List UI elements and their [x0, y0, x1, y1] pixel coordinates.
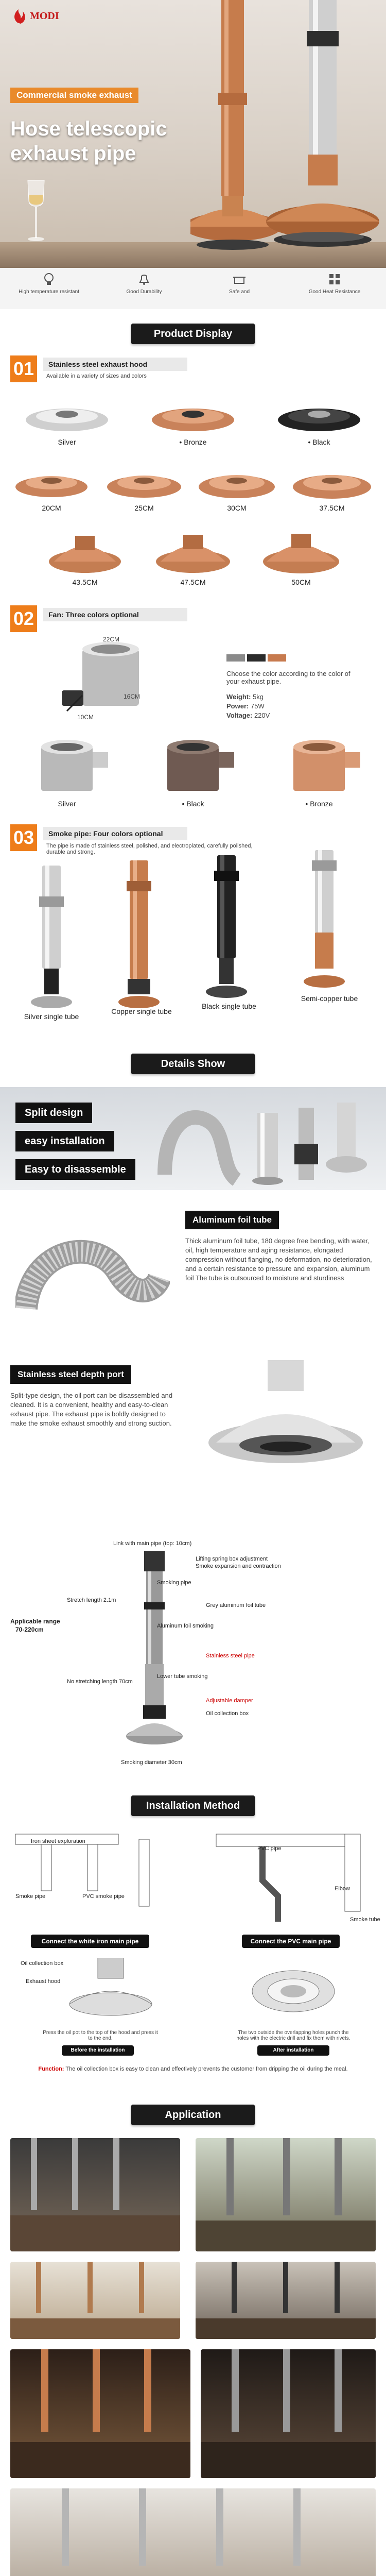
install-label: PVC pipe	[257, 1845, 282, 1852]
size-label: 20CM	[42, 504, 61, 512]
brand-logo	[10, 7, 72, 25]
hood-size-image	[149, 520, 237, 577]
hood-silver-image	[21, 392, 113, 438]
foil-title: Aluminum foil tube	[185, 1211, 279, 1229]
application-photo	[196, 2138, 376, 2251]
fan-desc: Choose the color according to the color of your exhaust pipe.	[226, 670, 350, 685]
no-stretch-label: No stretching length 70cm	[67, 1679, 133, 1685]
diagram-top-label: Link with main pipe (top: 10cm)	[113, 1540, 192, 1547]
tube-label-black: Black single tube	[202, 1002, 256, 1010]
application-title: Application	[131, 2105, 255, 2125]
size-label: 25CM	[134, 504, 154, 512]
btn-connect-white-iron: Connect the white iron main pipe	[31, 1935, 149, 1948]
swatch-silver	[226, 654, 245, 662]
diagram-label: Lifting spring box adjustment	[196, 1556, 268, 1562]
tube-label-semicopper: Semi-copper tube	[301, 994, 358, 1003]
diagram-label: Lower tube smoking	[157, 1673, 208, 1680]
size-label: 30CM	[227, 504, 247, 512]
tube-copper-image	[108, 860, 170, 1010]
s2-heading: Fan: Three colors optional	[43, 608, 187, 621]
application-photo	[10, 2349, 190, 2478]
tube-label-silver: Silver single tube	[24, 1012, 79, 1021]
section-number-03: 03	[10, 824, 37, 851]
feature-item: Good Heat Resistance	[291, 272, 378, 295]
foil-desc: Thick aluminum foil tube, 180 degree free bending, with water, oil, high temperature and aging resistance, elongated compression without flanging, no deformation, no deterioration, and a certain resistance to pressure and expansion, aluminum foil The tube is outsourced to moisture and sturdiness	[185, 1237, 372, 1282]
tube-label-copper: Copper single tube	[111, 1007, 172, 1015]
fan-label-bronze: • Bronze	[305, 800, 333, 808]
foil-tube-image	[15, 1216, 170, 1334]
exhaust-hood-label: Exhaust hood	[26, 1978, 61, 1985]
fan-image	[62, 634, 165, 721]
section-number-01: 01	[10, 355, 37, 382]
swatch-black	[247, 654, 266, 662]
color-label-bronze: • Bronze	[179, 438, 207, 446]
port-title: Stainless steel depth port	[10, 1365, 131, 1384]
hood-bronze-image	[147, 392, 239, 438]
tube-black-image	[196, 855, 257, 1005]
pot-icon	[232, 272, 247, 286]
fan-spec: Voltage: 220V	[226, 711, 270, 719]
hero-pipes-image	[190, 0, 386, 258]
hood-size-image	[193, 456, 280, 502]
color-label-silver: Silver	[58, 438, 76, 446]
badge-easy-installation: easy installation	[15, 1131, 114, 1151]
depth-port-image	[196, 1360, 381, 1525]
fan-dim-side: 16CM	[124, 693, 141, 700]
application-photo	[10, 2488, 376, 2576]
before-installation: Before the installation	[62, 2045, 134, 2056]
after-installation: After installation	[257, 2045, 329, 2056]
hood-size-image	[288, 456, 376, 502]
fan-label-black: • Black	[182, 800, 204, 808]
hero-tag: Commercial smoke exhaust	[10, 88, 138, 103]
smoking-diameter-label: Smoking diameter 30cm	[121, 1759, 182, 1766]
installation-title: Installation Method	[131, 1795, 255, 1816]
disassembled-parts-image	[154, 1092, 381, 1188]
hood-size-image	[257, 520, 345, 577]
applicable-range-value: 70-220cm	[15, 1626, 44, 1633]
diagram-label: Smoke expansion and contraction	[196, 1563, 281, 1569]
tube-semicopper-image	[293, 850, 355, 999]
feature-item: Good Durability	[100, 272, 188, 295]
diagram-label: Grey aluminum foil tube	[206, 1602, 266, 1608]
feature-strip	[0, 268, 386, 309]
fan-spec: Weight: 5kg	[226, 693, 264, 701]
brand-name: MODI	[30, 10, 59, 22]
size-label: 47.5CM	[180, 578, 206, 586]
feature-item: High temperature resistant	[5, 272, 93, 295]
hero-section	[0, 0, 386, 268]
badge-easy-disassemble: Easy to disassemble	[15, 1159, 135, 1180]
dimension-diagram	[0, 1540, 386, 1783]
fan-spec: Power: 75W	[226, 702, 265, 710]
application-photo	[10, 2262, 180, 2339]
size-label: 37.5CM	[319, 504, 345, 512]
s3-heading: Smoke pipe: Four colors optional	[43, 827, 187, 840]
hood-size-image	[8, 456, 95, 502]
port-desc: Split-type design, the oil port can be disassembled and cleaned. It is a convenient, healthy and easy-to-clean exhaust pipe. The exhaust pipe is boldly designed to make the smoke exhaust smoothly and strong suction.	[10, 1392, 173, 1427]
diagram-label: Stainless steel pipe	[206, 1653, 255, 1659]
port-section	[0, 1360, 386, 1530]
fan-black-image	[147, 732, 239, 799]
fan-bronze-image	[273, 732, 365, 799]
size-label: 50CM	[291, 578, 311, 586]
function-note: Function: The oil collection box is easy to clean and effectively prevents the customer from dripping the oil during the meal.	[38, 2066, 348, 2072]
fan-dim-top: 22CM	[103, 636, 120, 643]
install-step-right: The two outside the overlapping holes punch the holes with the electric drill and fix them with rivets.	[236, 2030, 350, 2041]
tube-silver-image	[21, 866, 82, 1015]
oil-box-label: Oil collection box	[21, 1960, 64, 1967]
install-label: Iron sheet exploration	[31, 1838, 85, 1844]
install-label: Smoke tube	[350, 1917, 380, 1923]
s3-desc: The pipe is made of stainless steel, polished, and electroplated, carefully polished, durable and strong.	[46, 843, 253, 855]
fan-silver-image	[21, 732, 113, 799]
oil-box-image	[62, 1958, 165, 2030]
diagram-label: Aluminum foil smoking	[157, 1623, 214, 1629]
section-number-02: 02	[10, 605, 37, 632]
hero-title-line1: Hose telescopic	[10, 117, 167, 140]
foil-section	[0, 1200, 386, 1355]
install-label: Smoke pipe	[15, 1893, 46, 1900]
install-diagram	[0, 1824, 386, 2092]
grid-icon	[327, 272, 342, 286]
product-display-title: Product Display	[131, 324, 255, 344]
hood-size-image	[100, 456, 188, 502]
details-banner	[0, 1087, 386, 1190]
install-label: PVC smoke pipe	[82, 1893, 125, 1900]
diagram-label: Smoking pipe	[157, 1580, 191, 1586]
wine-glass-image	[21, 175, 51, 252]
application-photo	[196, 2262, 376, 2339]
application-photo	[201, 2349, 376, 2478]
install-step-left: Press the oil pot to the top of the hood and press it to the end.	[43, 2030, 158, 2041]
s1-heading: Stainless steel exhaust hood	[43, 358, 187, 371]
diagram-label: Oil collection box	[206, 1710, 249, 1717]
fan-dim-bottom: 10CM	[77, 714, 94, 721]
swatch-bronze	[268, 654, 286, 662]
bulb-icon	[42, 272, 56, 286]
applicable-range-label: Applicable range	[10, 1618, 60, 1625]
diagram-label: Adjustable damper	[206, 1698, 253, 1704]
fan-swatches	[226, 654, 288, 664]
hero-title-line2: exhaust pipe	[10, 142, 136, 165]
details-show-title: Details Show	[131, 1054, 255, 1074]
overlap-holes-image	[242, 1960, 345, 2027]
install-label: Elbow	[335, 1886, 350, 1892]
badge-split-design: Split design	[15, 1103, 92, 1123]
color-label-black: • Black	[308, 438, 330, 446]
s1-sub: Available in a variety of sizes and colors	[46, 373, 147, 379]
bell-icon	[137, 272, 151, 286]
size-label: 43.5CM	[72, 578, 98, 586]
hood-size-image	[41, 520, 129, 577]
hood-black-image	[273, 392, 365, 438]
application-photo	[10, 2138, 180, 2251]
install-left-image	[10, 1829, 185, 1932]
feature-item: Safe and	[196, 272, 283, 295]
btn-connect-pvc: Connect the PVC main pipe	[242, 1935, 340, 1948]
stretch-length-label: Stretch length 2.1m	[67, 1597, 116, 1603]
fan-label-silver: Silver	[58, 800, 76, 808]
